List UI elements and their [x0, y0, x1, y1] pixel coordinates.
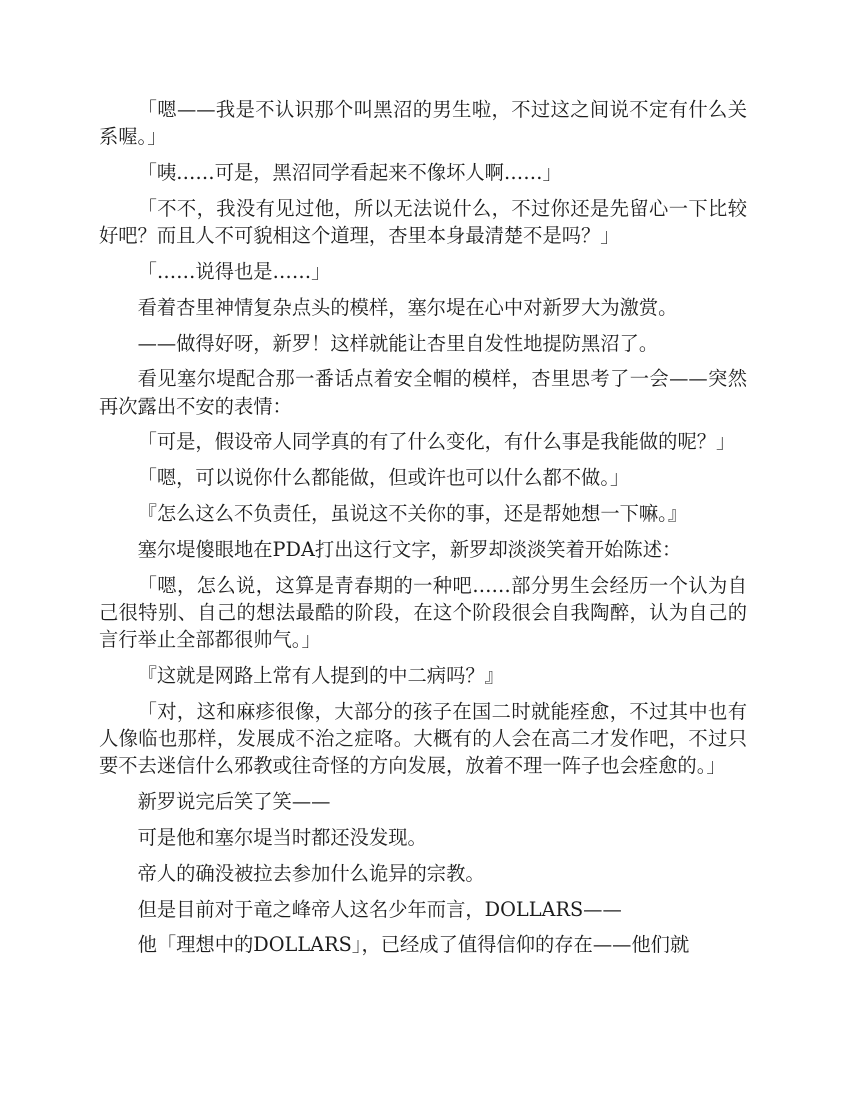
paragraph: 『怎么这么不负责任，虽说这不关你的事，还是帮她想一下嘛。』	[137, 502, 688, 526]
paragraph: 看见塞尔堤配合那一番话点着安全帽的模样，杏里思考了一会——突然再次露出不安的表情：	[99, 367, 747, 418]
paragraph: 但是目前对于竜之峰帝人这名少年而言，DOLLARS——	[137, 897, 622, 921]
paragraph: 新罗说完后笑了笑——	[137, 790, 331, 814]
paragraph: 「咦……可是，黑沼同学看起来不像坏人啊……」	[137, 161, 562, 185]
paragraph: 看着杏里神情复杂点头的模样，塞尔堤在心中对新罗大为激赏。	[137, 295, 678, 319]
paragraph: 塞尔堤傻眼地在PDA打出这行文字，新罗却淡淡笑着开始陈述：	[137, 537, 682, 561]
paragraph: 「嗯，怎么说，这算是青春期的一种吧……部分男生会经历一个认为自己很特别、自己的想法最酷的阶段，在这个阶段很会自我陶醉，认为自己的言行举止全部都很帅气。」	[99, 573, 747, 652]
paragraph: 『这就是网路上常有人提到的中二病吗？』	[137, 664, 504, 688]
paragraph: ——做得好呀，新罗！这样就能让杏里自发性地提防黑沼了。	[137, 331, 659, 355]
paragraph: 「对，这和麻疹很像，大部分的孩子在国二时就能痊愈，不过其中也有人像临也那样，发展成不治之症咯。大概有的人会在高二才发作吧，不过只要不去迷信什么邪教或往奇怪的方向发展，放着不理一阵子也会痊愈的。」	[99, 699, 747, 778]
paragraph: 「嗯——我是不认识那个叫黑沼的男生啦，不过这之间说不定有什么关系喔。」	[99, 98, 747, 149]
paragraph: 「嗯，可以说你什么都能做，但或许也可以什么都不做。」	[137, 466, 630, 490]
paragraph: 可是他和塞尔堤当时都还没发现。	[137, 826, 427, 850]
document-page	[99, 96, 747, 1036]
paragraph: 「……说得也是……」	[137, 259, 331, 283]
paragraph: 「可是，假设帝人同学真的有了什么变化，有什么事是我能做的呢？」	[137, 430, 736, 454]
paragraph: 帝人的确没被拉去参加什么诡异的宗教。	[137, 861, 485, 885]
paragraph: 他「理想中的DOLLARS」，已经成了值得信仰的存在——他们就	[137, 933, 690, 957]
paragraph: 「不不，我没有见过他，所以无法说什么，不过你还是先留心一下比较好吧？而且人不可貌相这个道理，杏里本身最清楚不是吗？」	[99, 196, 747, 248]
